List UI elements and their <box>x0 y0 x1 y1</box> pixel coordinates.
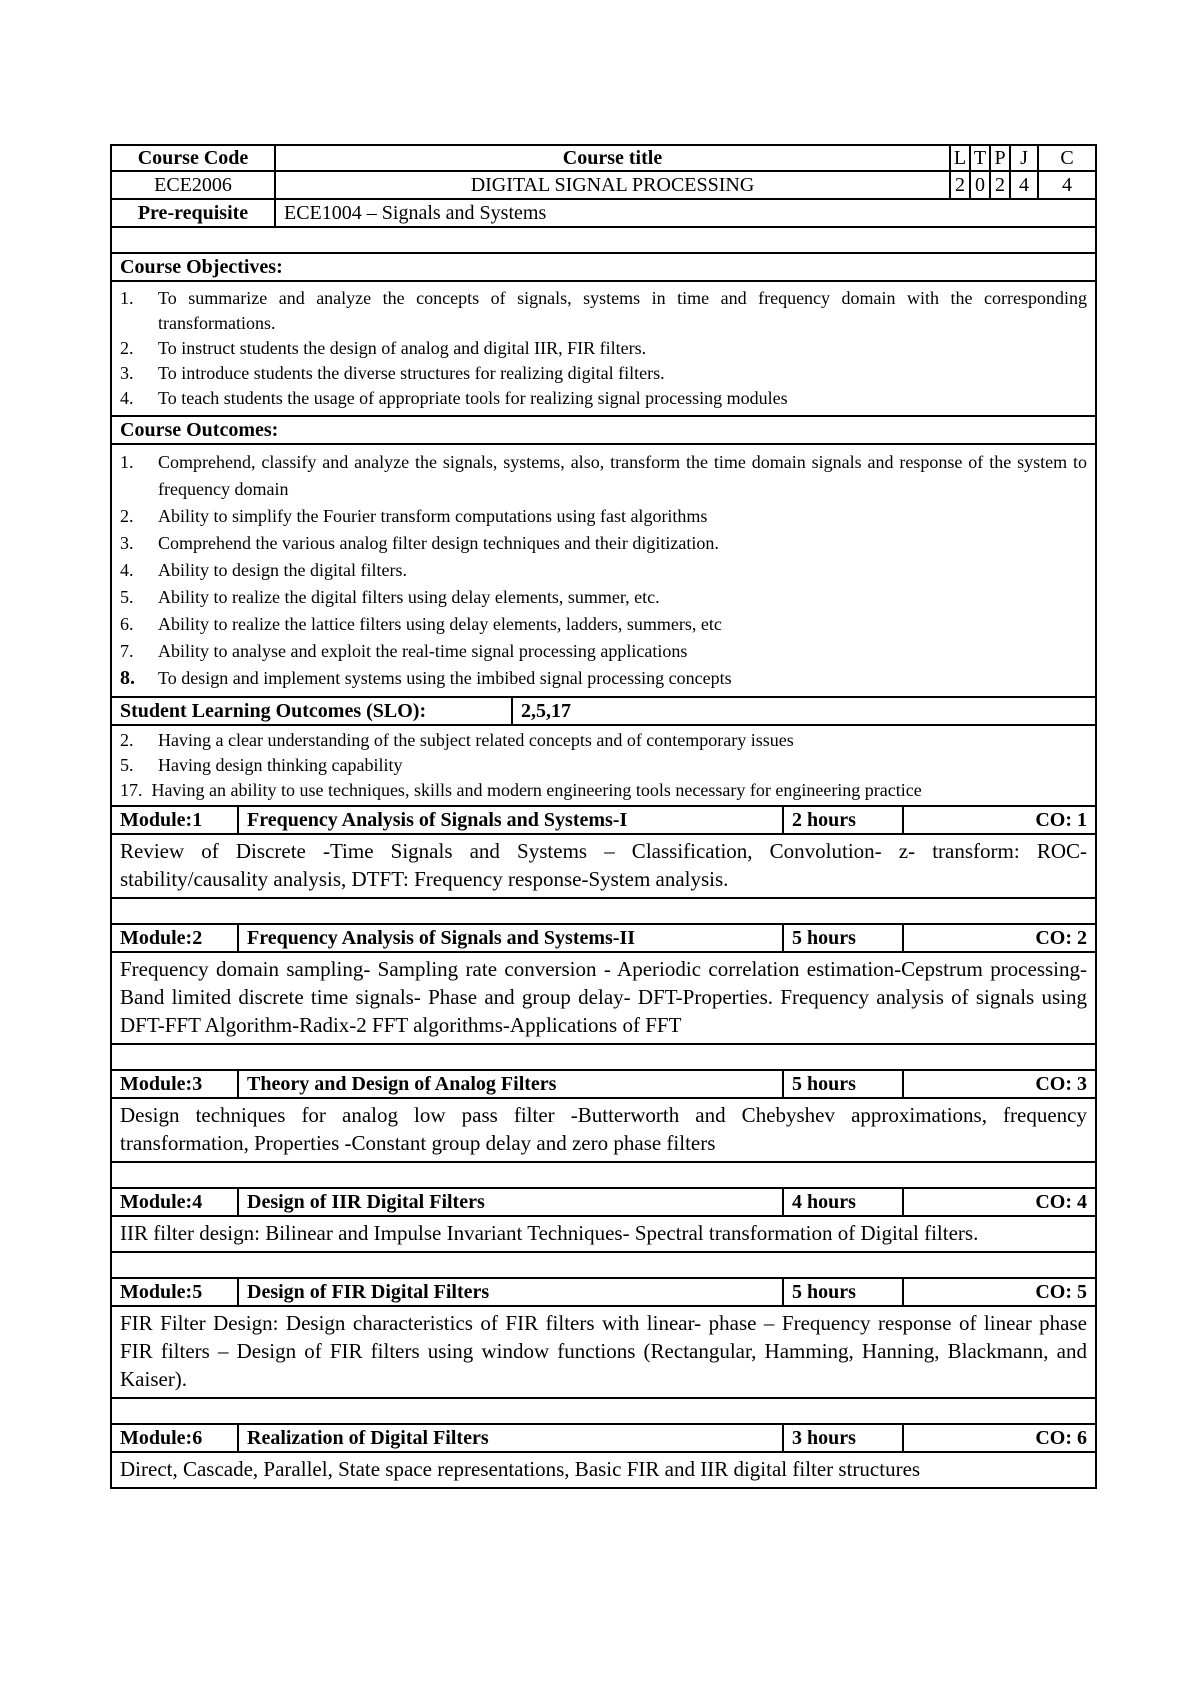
item-number: 5. <box>120 755 134 775</box>
module-content: Review of Discrete -Time Signals and Systems – Classification, Convolution- z- transform: ROC-stability/causality analysis, DTFT: Frequency response-System analysis. <box>120 839 1087 891</box>
item-number: 2. <box>120 506 134 526</box>
c-label: C <box>1037 146 1095 170</box>
module-header-row <box>110 1425 1097 1453</box>
list-item <box>120 728 1087 753</box>
item-text: Ability to design the digital filters. <box>158 560 407 580</box>
item-text: Having an ability to use techniques, skills and modern engineering tools necessary for engineering practice <box>151 780 922 800</box>
objectives-heading: Course Objectives: <box>120 255 283 278</box>
module-content: Frequency domain sampling- Sampling rate conversion - Aperiodic correlation estimation-Cepstrum processing- Band limited discrete time signals- Phase and group delay- DFT-Properties. Frequency analysis of signals using DFT-FFT Algorithm-Radix-2 FFT algorithms-Applications of FFT <box>120 957 1087 1037</box>
c-value: 4 <box>1037 172 1095 198</box>
item-number: 3. <box>120 363 134 383</box>
list-item <box>120 778 1087 803</box>
course-code-label: Course Code <box>137 146 249 169</box>
module-header-row <box>110 1071 1097 1099</box>
item-text: Ability to realize the lattice filters using delay elements, ladders, summers, etc <box>158 614 722 634</box>
module-label: Module:4 <box>120 1190 203 1213</box>
module-co: CO: 1 <box>902 807 1095 833</box>
item-text: Having a clear understanding of the subject related concepts and of contemporary issues <box>158 730 794 750</box>
item-number: 5. <box>120 587 134 607</box>
module-content-row <box>110 1099 1097 1163</box>
prerequisite-row <box>110 200 1097 228</box>
module-hours: 5 hours <box>782 925 902 951</box>
prerequisite-value: ECE1004 – Signals and Systems <box>274 200 1095 226</box>
module-hours: 5 hours <box>782 1279 902 1305</box>
module-hours: 3 hours <box>782 1425 902 1451</box>
item-number: 2. <box>120 730 134 750</box>
course-title-label: Course title <box>274 146 949 170</box>
blank-row <box>110 228 1097 254</box>
module-content-row <box>110 835 1097 899</box>
slo-value: 2,5,17 <box>511 698 1095 724</box>
module-content: Direct, Cascade, Parallel, State space representations, Basic FIR and IIR digital filter structures <box>120 1457 921 1481</box>
slo-label: Student Learning Outcomes (SLO): <box>120 699 427 722</box>
module-co: CO: 3 <box>902 1071 1095 1097</box>
blank-row <box>110 1399 1097 1425</box>
item-number: 1. <box>120 288 134 308</box>
module-content-row <box>110 953 1097 1045</box>
objectives-list <box>112 282 1095 415</box>
item-text: Comprehend, classify and analyze the signals, systems, also, transform the time domain signals and response of the system to frequency domain <box>158 452 1087 499</box>
syllabus-table <box>110 144 1097 1489</box>
list-item <box>120 753 1087 778</box>
outcomes-heading: Course Outcomes: <box>120 418 279 441</box>
item-text: To introduce students the diverse structures for realizing digital filters. <box>158 363 665 383</box>
item-text: Having design thinking capability <box>158 755 403 775</box>
module-header-row <box>110 925 1097 953</box>
list-item <box>120 503 1087 530</box>
module-label: Module:5 <box>120 1280 203 1303</box>
item-number: 3. <box>120 533 134 553</box>
list-item <box>120 665 1087 692</box>
item-number: 6. <box>120 614 134 634</box>
header-row <box>110 144 1097 172</box>
l-value: 2 <box>949 172 969 198</box>
module-title: Design of IIR Digital Filters <box>237 1189 782 1215</box>
item-number: 2. <box>120 338 134 358</box>
module-co: CO: 4 <box>902 1189 1095 1215</box>
course-title: DIGITAL SIGNAL PROCESSING <box>274 172 949 198</box>
list-item <box>120 638 1087 665</box>
slo-heading-row <box>110 698 1097 726</box>
list-item <box>120 286 1087 336</box>
module-content: IIR filter design: Bilinear and Impulse Invariant Techniques- Spectral transformation of Digital filters. <box>120 1221 979 1245</box>
item-number: 4. <box>120 388 134 408</box>
module-content-row <box>110 1453 1097 1489</box>
module-hours: 2 hours <box>782 807 902 833</box>
module-label: Module:3 <box>120 1072 203 1095</box>
module-hours: 5 hours <box>782 1071 902 1097</box>
course-code: ECE2006 <box>154 173 232 196</box>
module-title: Realization of Digital Filters <box>237 1425 782 1451</box>
p-label: P <box>989 146 1009 170</box>
module-header-row <box>110 807 1097 835</box>
item-text: Ability to analyse and exploit the real-time signal processing applications <box>158 641 688 661</box>
t-value: 0 <box>969 172 989 198</box>
item-text: Ability to realize the digital filters using delay elements, summer, etc. <box>158 587 660 607</box>
module-title: Frequency Analysis of Signals and Systems-I <box>237 807 782 833</box>
item-text: To instruct students the design of analog and digital IIR, FIR filters. <box>158 338 647 358</box>
item-text: To summarize and analyze the concepts of signals, systems in time and frequency domain with the corresponding transformations. <box>158 288 1087 333</box>
slo-list <box>112 726 1095 805</box>
blank-row <box>110 1163 1097 1189</box>
outcomes-list-row <box>110 445 1097 698</box>
blank-row <box>110 899 1097 925</box>
module-title: Design of FIR Digital Filters <box>237 1279 782 1305</box>
module-header-row <box>110 1279 1097 1307</box>
p-value: 2 <box>989 172 1009 198</box>
slo-list-row <box>110 726 1097 807</box>
course-row <box>110 172 1097 200</box>
module-content-row <box>110 1307 1097 1399</box>
item-text: To design and implement systems using the imbibed signal processing concepts <box>158 668 732 688</box>
module-label: Module:2 <box>120 926 203 949</box>
l-label: L <box>949 146 969 170</box>
item-number: 17. <box>120 780 143 800</box>
item-text: To teach students the usage of appropriate tools for realizing signal processing modules <box>158 388 788 408</box>
list-item <box>120 530 1087 557</box>
j-value: 4 <box>1009 172 1037 198</box>
list-item <box>120 449 1087 503</box>
module-co: CO: 6 <box>902 1425 1095 1451</box>
prerequisite-label: Pre-requisite <box>137 201 249 224</box>
item-number: 7. <box>120 641 134 661</box>
module-co: CO: 2 <box>902 925 1095 951</box>
blank-row <box>110 1253 1097 1279</box>
item-number: 1. <box>120 452 134 472</box>
module-content: Design techniques for analog low pass filter -Butterworth and Chebyshev approximations, frequency transformation, Properties -Constant group delay and zero phase filters <box>120 1103 1087 1155</box>
module-header-row <box>110 1189 1097 1217</box>
module-content: FIR Filter Design: Design characteristics of FIR filters with linear- phase – Frequency response of linear phase FIR filters – Design of FIR filters using window functions (Rectangular, Hamming, Hanning, Blackmann, and Kaiser). <box>120 1311 1087 1391</box>
objectives-heading-row <box>110 254 1097 282</box>
module-title: Theory and Design of Analog Filters <box>237 1071 782 1097</box>
item-text: Ability to simplify the Fourier transform computations using fast algorithms <box>158 506 708 526</box>
objectives-list-row <box>110 282 1097 417</box>
t-label: T <box>969 146 989 170</box>
outcomes-heading-row <box>110 417 1097 445</box>
item-number: 8. <box>120 667 135 689</box>
list-item <box>120 336 1087 361</box>
list-item <box>120 557 1087 584</box>
outcomes-list <box>112 445 1095 696</box>
j-label: J <box>1009 146 1037 170</box>
list-item <box>120 386 1087 411</box>
module-title: Frequency Analysis of Signals and Systems-II <box>237 925 782 951</box>
list-item <box>120 584 1087 611</box>
module-content-row <box>110 1217 1097 1253</box>
module-co: CO: 5 <box>902 1279 1095 1305</box>
module-label: Module:6 <box>120 1426 203 1449</box>
blank-row <box>110 1045 1097 1071</box>
item-text: Comprehend the various analog filter design techniques and their digitization. <box>158 533 719 553</box>
list-item <box>120 361 1087 386</box>
list-item <box>120 611 1087 638</box>
item-number: 4. <box>120 560 134 580</box>
module-label: Module:1 <box>120 808 203 831</box>
module-hours: 4 hours <box>782 1189 902 1215</box>
